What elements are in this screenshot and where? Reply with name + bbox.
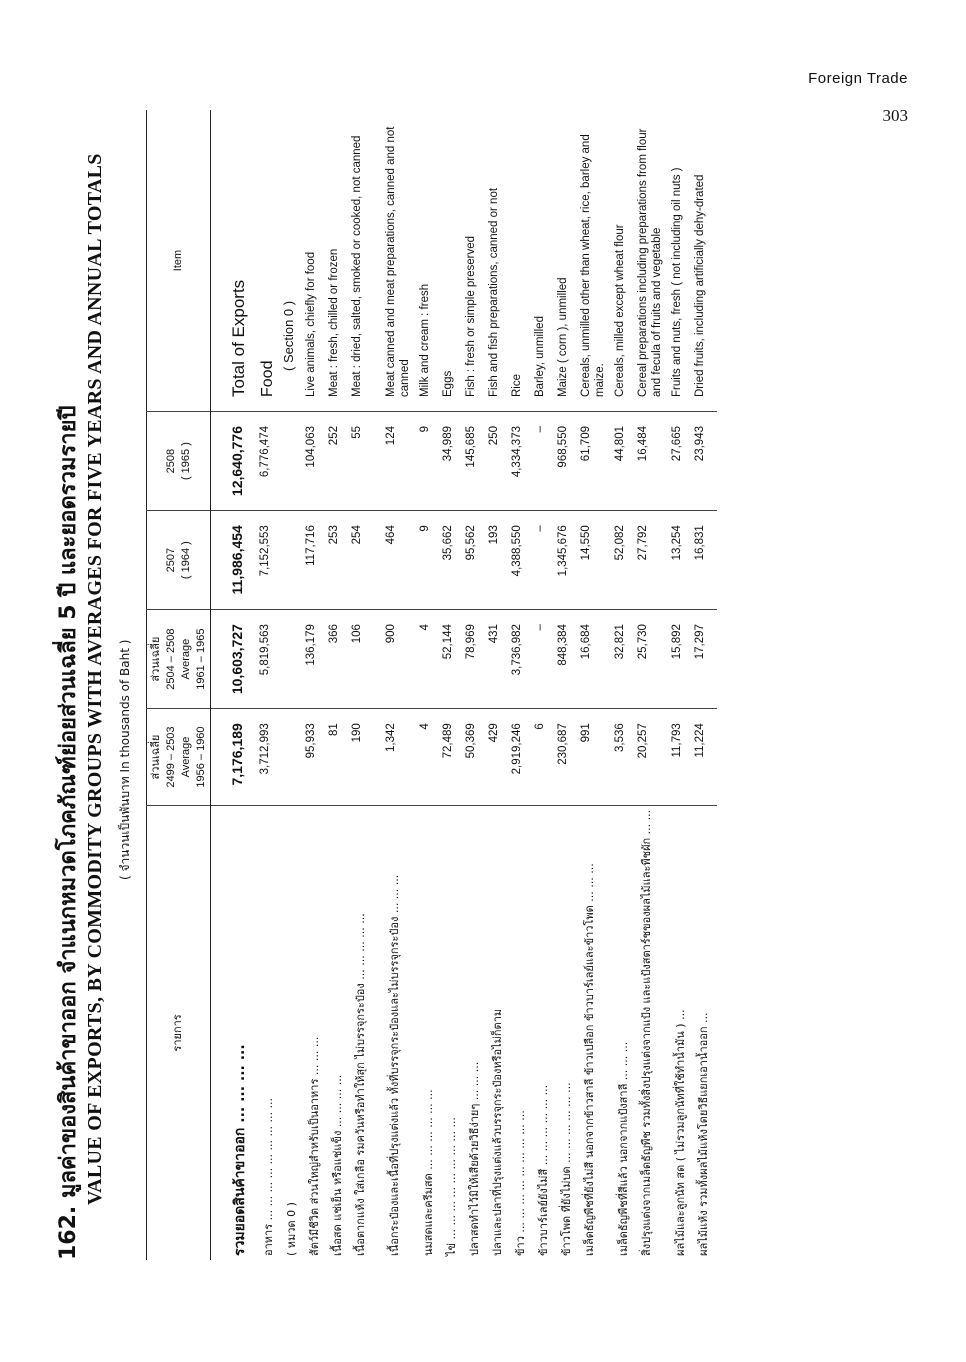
value-avg-1956-1960 — [282, 709, 305, 806]
exports-table — [146, 110, 717, 1260]
table-row — [580, 110, 614, 1260]
value-1965: 252 — [328, 412, 351, 511]
value-1964: 14,550 — [580, 511, 614, 610]
row-item-thai: เมล็ดธัญพืชที่ยังไม่สี นอกจากข้าวสาลี ข้าวเปลือก ข้าวบาร์เลย์และข้าวโพด ... ... ... — [580, 805, 614, 1260]
value-avg-1961-1965: 136,179 — [305, 610, 328, 709]
row-item-english: Milk and cream : fresh — [419, 283, 432, 397]
value-avg-1961-1965: 3,736,982 — [511, 610, 534, 709]
value-avg-1956-1960: 7,176,189 — [211, 709, 260, 806]
table-row — [671, 110, 694, 1260]
value-1964: 9 — [419, 511, 442, 610]
value-avg-1961-1965 — [282, 610, 305, 709]
row-item-thai: ข้าวโพด ที่ยังไม่บด ... ... ... ... ... ... — [557, 805, 580, 1260]
row-item-thai: อาหาร ... ... ... ... ... ... ... ... ... — [259, 805, 282, 1260]
value-avg-1961-1965: 52,144 — [442, 610, 465, 709]
value-avg-1956-1960: 429 — [488, 709, 511, 806]
table-row — [511, 110, 534, 1260]
row-item-thai: ข้าว ... ... ... ... ... ... ... ... ... — [511, 805, 534, 1260]
table-row — [488, 110, 511, 1260]
row-item-thai: ปลาและปลาที่ปรุงแต่งแล้วบรรจุกระป๋องหรือไม่ก็ตาม — [488, 805, 511, 1260]
header-avg-1956-1960: ส่วนเฉลี่ย 2499 – 2503 Average 1956 – 1960 — [147, 709, 211, 806]
value-avg-1961-1965: 17,297 — [694, 610, 717, 709]
header-item-thai: รายการ — [147, 805, 211, 1260]
value-1965 — [282, 412, 305, 511]
row-item-english: Rice — [511, 373, 524, 397]
value-avg-1956-1960: 991 — [580, 709, 614, 806]
value-avg-1956-1960: 72,489 — [442, 709, 465, 806]
row-item-thai: รวมยอดสินค้าขาออก ... ... ... ... — [211, 805, 260, 1260]
table-row — [305, 110, 328, 1260]
value-1964 — [282, 511, 305, 610]
row-item-english: Maize ( corn ), unmilled — [557, 277, 570, 397]
value-avg-1956-1960: 95,933 — [305, 709, 328, 806]
value-avg-1961-1965: 4 — [419, 610, 442, 709]
value-1964: 254 — [351, 511, 385, 610]
page-section-label: Foreign Trade — [808, 70, 908, 87]
value-1964: 117,716 — [305, 511, 328, 610]
row-item-english: Barley, unmilled — [534, 316, 547, 397]
table-row — [442, 110, 465, 1260]
value-avg-1956-1960: 2,919,246 — [511, 709, 534, 806]
value-avg-1956-1960: 6 — [534, 709, 557, 806]
value-1965: 55 — [351, 412, 385, 511]
row-item-thai: ผลไม้และลูกนัท สด ( ไม่รวมลูกนัทที่ใช้ทำน้ำมัน ) ... — [671, 805, 694, 1260]
value-avg-1961-1965: 366 — [328, 610, 351, 709]
row-item-thai: ปลาสดทำไว้มิให้เสียด้วยวิธีง่ายๆ ... ... ... — [465, 805, 488, 1260]
value-1965: – — [534, 412, 557, 511]
row-item-thai: เนื้อสด แช่เย็น หรือแช่แข็ง ... ... ... ... — [328, 805, 351, 1260]
value-1965: 145,685 — [465, 412, 488, 511]
row-item-english: Meat : fresh, chilled or frozen — [328, 248, 341, 397]
value-avg-1961-1965: 16,684 — [580, 610, 614, 709]
row-item-english: Cereals, milled except wheat flour — [614, 224, 627, 397]
header-item-english: Item — [147, 110, 211, 412]
value-avg-1956-1960: 3,536 — [614, 709, 637, 806]
row-item-english: Fish and fish preparations, canned or not — [488, 187, 501, 397]
value-1964: 193 — [488, 511, 511, 610]
row-item-english: Fish : fresh or simple preserved — [465, 235, 478, 397]
header-year-1964: 2507 ( 1964 ) — [147, 511, 211, 610]
table-row — [211, 110, 260, 1260]
value-1964: 4,388,550 — [511, 511, 534, 610]
unit-note: ( จำนวนเป็นพันบาท In thousands of Baht ) — [118, 639, 132, 880]
row-item-english: Cereal preparations including preparations from flour and fecula of fruits and vegetable — [637, 128, 663, 397]
row-item-thai: สิ่งปรุงแต่งจากเมล็ดธัญพืช รวมทั้งสิ่งปรุงแต่งจากแป้ง และแป้งสตาร์ชของผลไม้และพืชผัก ... ... — [637, 805, 671, 1260]
table-row — [259, 110, 282, 1260]
table-row — [419, 110, 442, 1260]
value-1965: 34,989 — [442, 412, 465, 511]
table-row — [614, 110, 637, 1260]
rotated-table-page — [50, 110, 930, 1260]
value-avg-1961-1965: 106 — [351, 610, 385, 709]
row-item-thai: เนื้อตากแห้ง ใส่เกลือ รมควันหรือทำให้สุก ไม่บรรจุกระป๋อง ... ... ... ... ... — [351, 805, 385, 1260]
value-avg-1956-1960: 11,793 — [671, 709, 694, 806]
value-avg-1956-1960: 4 — [419, 709, 442, 806]
row-item-thai: ผลไม้แห้ง รวมทั้งผลไม้แห้งโดยวิธีแยกเอาน้ำออก ... — [694, 805, 717, 1260]
value-avg-1956-1960: 20,257 — [637, 709, 671, 806]
value-1965: 12,640,776 — [211, 412, 260, 511]
value-1965: 16,484 — [637, 412, 671, 511]
table-header-row — [147, 110, 211, 1260]
row-item-english: Total of Exports — [229, 279, 249, 397]
value-1964: 1,345,676 — [557, 511, 580, 610]
value-1965: 27,665 — [671, 412, 694, 511]
row-item-thai: ไข่ ... ... ... ... ... ... ... ... ... — [442, 805, 465, 1260]
row-item-english: Eggs — [442, 370, 455, 397]
value-1965: 968,550 — [557, 412, 580, 511]
title-thai: 162. มูลค่าของสินค้าขาออก จำแนกหมวดโภคภัณฑ์ย่อยส่วนเฉลี่ย 5 ปี และยอดรวมรายปี — [56, 405, 81, 1260]
row-item-english: ( Section 0 ) — [281, 300, 297, 371]
row-item-english: Meat canned and meat preparations, canned and not canned — [385, 126, 411, 397]
row-item-english: Meat : dried, salted, smoked or cooked, not canned — [351, 135, 364, 397]
value-1965: 23,943 — [694, 412, 717, 511]
value-1964: – — [534, 511, 557, 610]
table-row — [385, 110, 419, 1260]
value-1965: 6,776,474 — [259, 412, 282, 511]
value-1965: 9 — [419, 412, 442, 511]
value-1964: 16,831 — [694, 511, 717, 610]
value-avg-1956-1960: 81 — [328, 709, 351, 806]
table-row — [694, 110, 717, 1260]
table-row — [637, 110, 671, 1260]
value-avg-1956-1960: 11,224 — [694, 709, 717, 806]
value-1965: 44,801 — [614, 412, 637, 511]
table-row — [328, 110, 351, 1260]
value-avg-1956-1960: 1,342 — [385, 709, 419, 806]
row-item-english: Live animals, chiefly for food — [305, 251, 318, 397]
value-avg-1961-1965: – — [534, 610, 557, 709]
value-1965: 250 — [488, 412, 511, 511]
value-avg-1961-1965: 5,819,563 — [259, 610, 282, 709]
row-item-english: Dried fruits, including artificially dehy-drated — [694, 174, 707, 397]
value-avg-1961-1965: 10,603,727 — [211, 610, 260, 709]
row-item-thai: นมสดและครีมสด ... ... ... ... ... ... — [419, 805, 442, 1260]
value-avg-1961-1965: 900 — [385, 610, 419, 709]
value-1964: 7,152,553 — [259, 511, 282, 610]
row-item-english: Cereals, unmilled other than wheat, rice, barley and maize. — [580, 134, 606, 397]
page-number: 303 — [882, 106, 908, 125]
value-1964: 11,986,454 — [211, 511, 260, 610]
row-item-thai: เมล็ดธัญพืชที่สีแล้ว นอกจากแป้งสาลี ... ... ... — [614, 805, 637, 1260]
header-year-1965: 2508 ( 1965 ) — [147, 412, 211, 511]
value-1965: 124 — [385, 412, 419, 511]
value-avg-1961-1965: 431 — [488, 610, 511, 709]
value-avg-1956-1960: 3,712,993 — [259, 709, 282, 806]
value-1965: 4,334,373 — [511, 412, 534, 511]
row-item-english: Fruits and nuts, fresh ( not including oil nuts ) — [671, 167, 684, 397]
value-1965: 61,709 — [580, 412, 614, 511]
value-1964: 13,254 — [671, 511, 694, 610]
table-row — [282, 110, 305, 1260]
title-english: VALUE OF EXPORTS, BY COMMODITY GROUPS WITH AVERAGES FOR FIVE YEARS AND ANNUAL TOTALS — [84, 153, 106, 1205]
value-1964: 95,562 — [465, 511, 488, 610]
value-avg-1961-1965: 848,384 — [557, 610, 580, 709]
value-avg-1961-1965: 25,730 — [637, 610, 671, 709]
value-avg-1956-1960: 190 — [351, 709, 385, 806]
row-item-thai: สัตว์มีชีวิต ส่วนใหญ่สำหรับเป็นอาหาร ... ... ... — [305, 805, 328, 1260]
row-item-thai: เนื้อกระป๋องและเนื้อที่ปรุงแต่งแล้ว ทั้งที่บรรจุกระป๋องและไม่บรรจุกระป๋อง ... ... ... — [385, 805, 419, 1260]
value-1964: 253 — [328, 511, 351, 610]
table-body — [211, 110, 718, 1260]
row-item-thai: ข้าวบาร์เลย์ยังไม่สี ... ... ... ... ... ... — [534, 805, 557, 1260]
value-avg-1956-1960: 50,369 — [465, 709, 488, 806]
value-1964: 35,662 — [442, 511, 465, 610]
value-1964: 27,792 — [637, 511, 671, 610]
table-row — [351, 110, 385, 1260]
value-avg-1961-1965: 15,892 — [671, 610, 694, 709]
value-1965: 104,063 — [305, 412, 328, 511]
value-avg-1961-1965: 32,821 — [614, 610, 637, 709]
row-item-thai: ( หมวด 0 ) — [282, 805, 305, 1260]
table-row — [465, 110, 488, 1260]
value-1964: 52,082 — [614, 511, 637, 610]
table-row — [534, 110, 557, 1260]
header-avg-1961-1965: ส่วนเฉลี่ย 2504 – 2508 Average 1961 – 1965 — [147, 610, 211, 709]
value-1964: 464 — [385, 511, 419, 610]
value-avg-1956-1960: 230,687 — [557, 709, 580, 806]
table-row — [557, 110, 580, 1260]
value-avg-1961-1965: 78,969 — [465, 610, 488, 709]
row-item-english: Food — [259, 360, 277, 397]
